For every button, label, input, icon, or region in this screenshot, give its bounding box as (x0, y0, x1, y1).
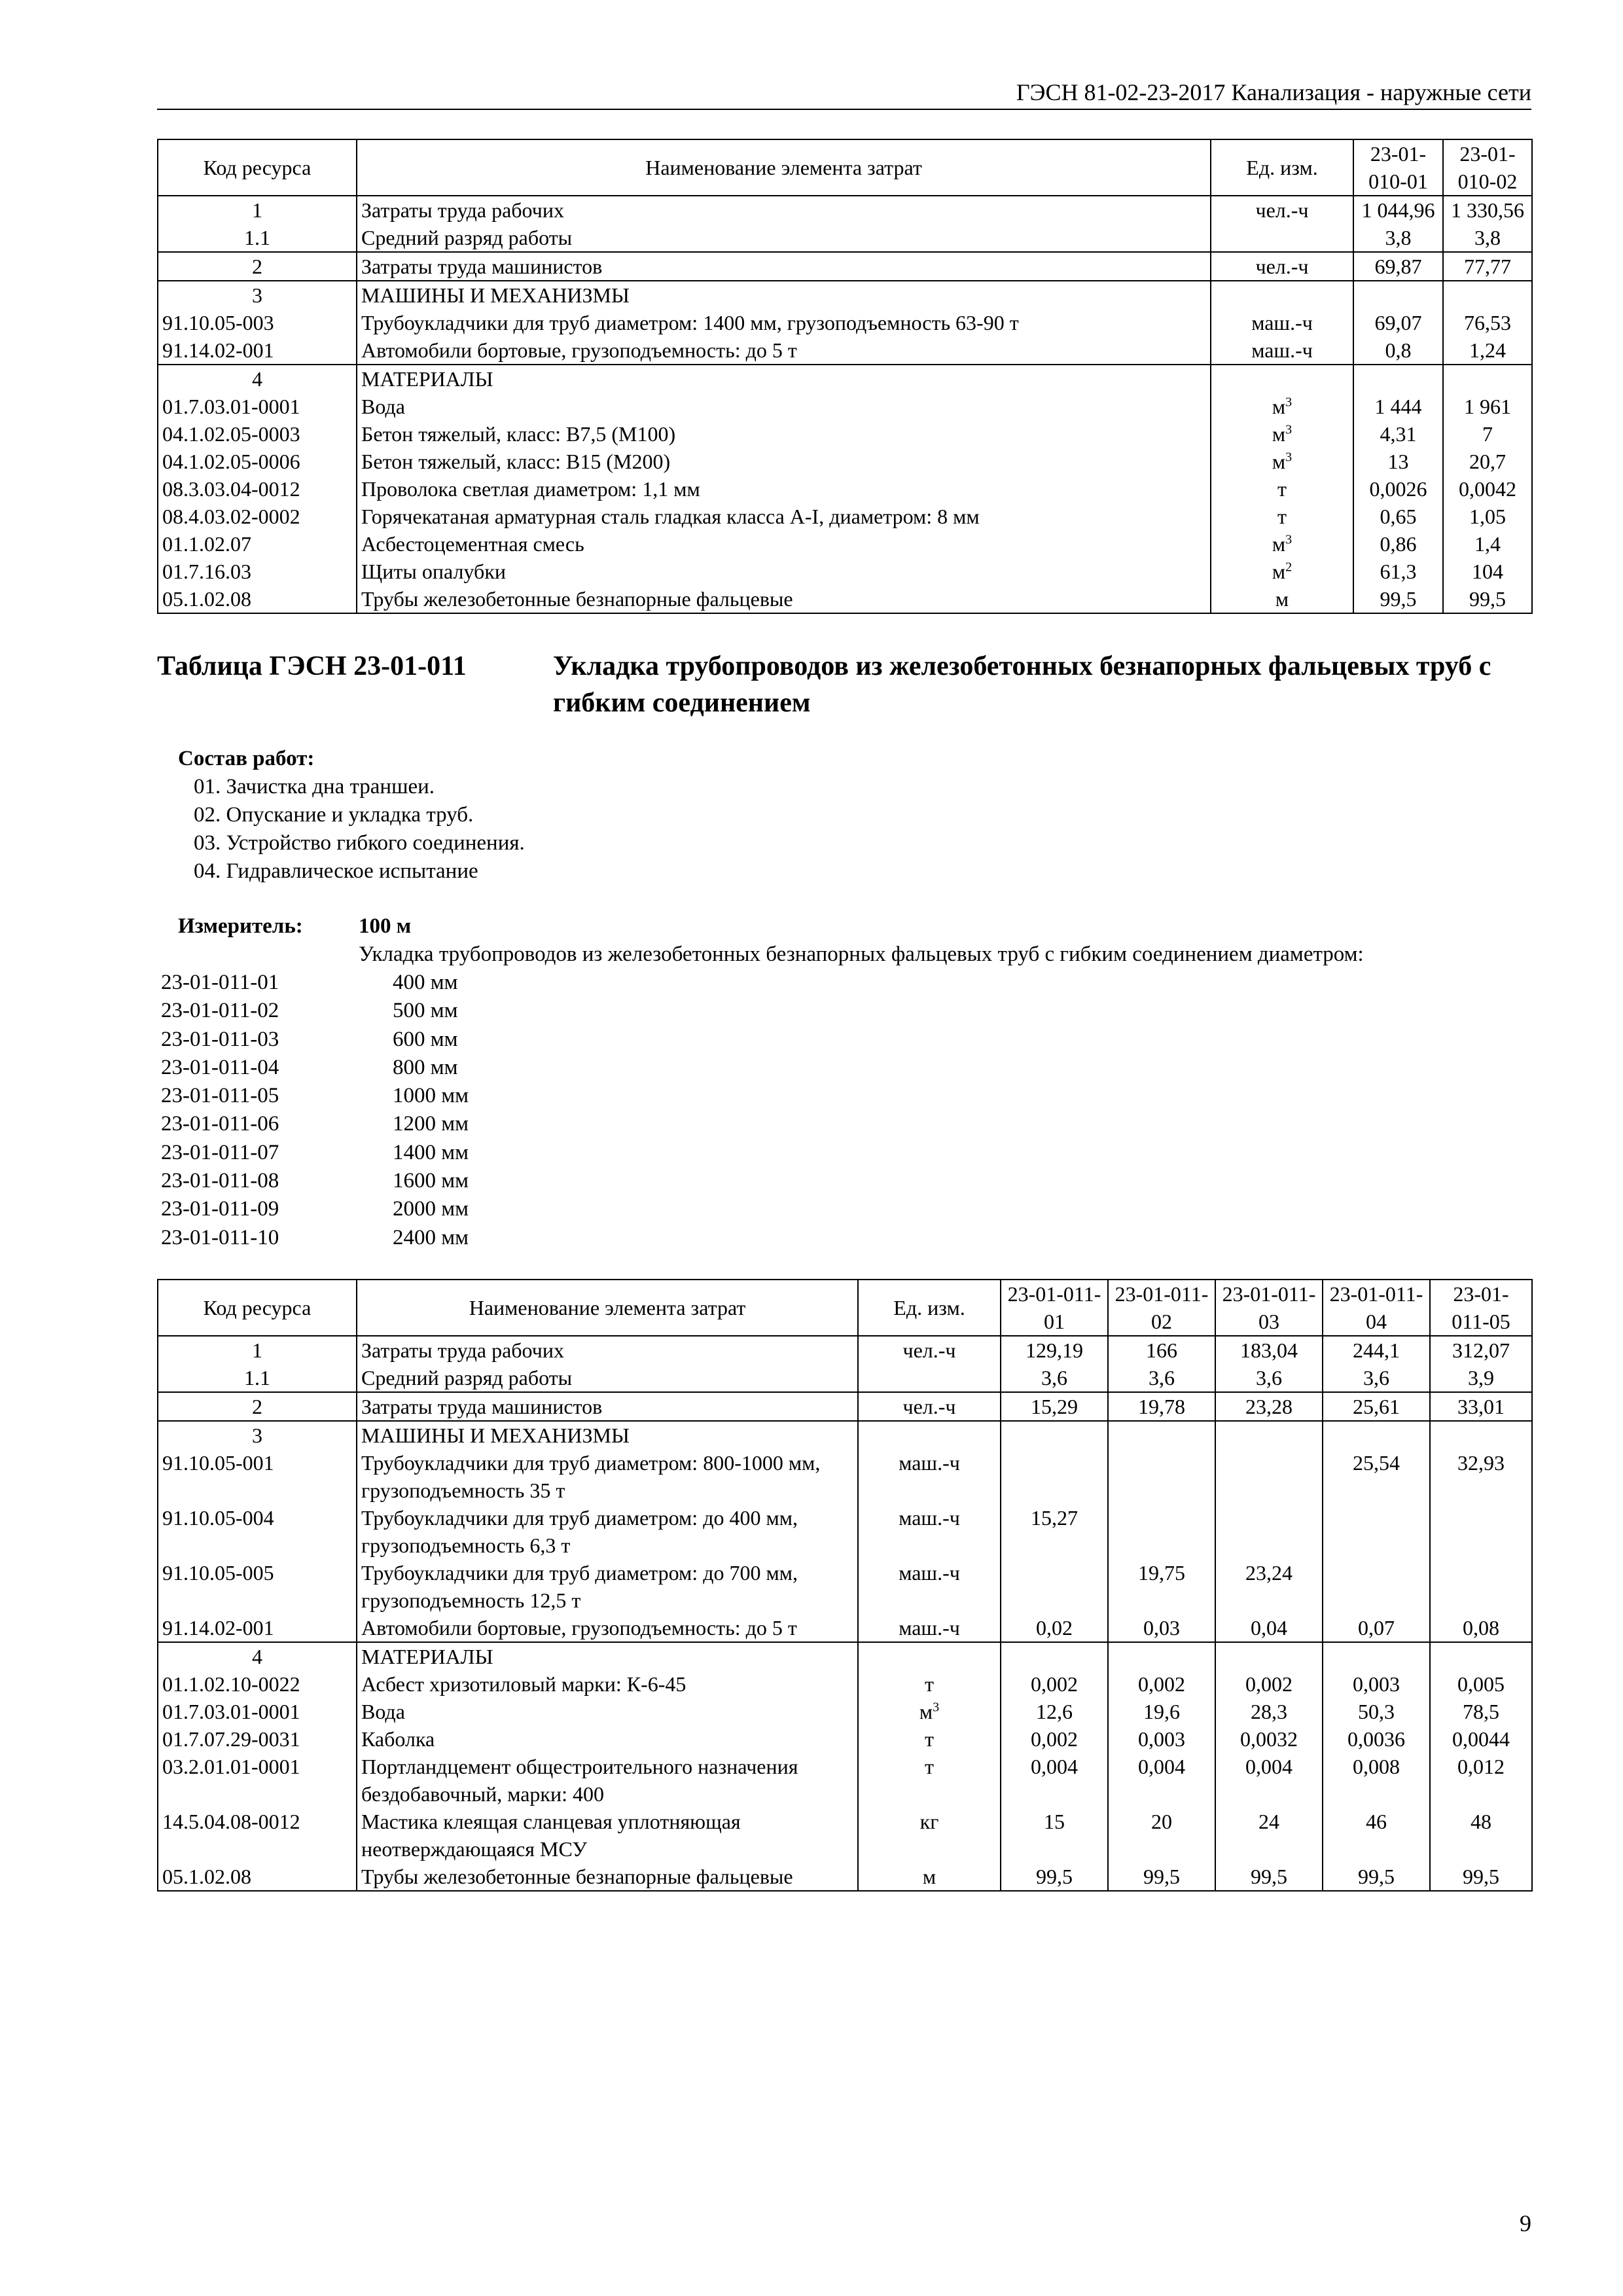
table-row (158, 1364, 1532, 1392)
row-name: Средний разряд работы (357, 1364, 858, 1392)
row-code: 91.14.02-001 (158, 336, 357, 365)
row-value: 99,5 (1108, 1863, 1215, 1891)
row-value: 0,004 (1108, 1753, 1215, 1808)
table-row (158, 585, 1532, 613)
header-name: Наименование элемента затрат (357, 1280, 858, 1336)
item-diameter: 1600 мм (393, 1169, 469, 1193)
row-value: 3,8 (1443, 224, 1532, 252)
row-value: 69,87 (1353, 252, 1443, 281)
row-value: 0,03 (1108, 1614, 1215, 1642)
row-code: 14.5.04.08-0012 (158, 1808, 357, 1863)
row-code: 1 (158, 1336, 357, 1364)
row-value (1323, 1504, 1430, 1559)
row-value: 0,0044 (1430, 1725, 1532, 1753)
row-value: 99,5 (1443, 585, 1532, 613)
row-code: 3 (158, 1421, 357, 1449)
table-section-row (158, 281, 1532, 309)
table-row (158, 475, 1532, 503)
row-value: 0,86 (1353, 530, 1443, 558)
table-row (158, 336, 1532, 365)
item-code: 23-01-011-09 (161, 1197, 279, 1221)
row-unit: $м^2$ (1211, 558, 1353, 585)
row-code: 91.14.02-001 (158, 1614, 357, 1642)
row-code: 03.2.01.01-0001 (158, 1753, 357, 1808)
row-value: 183,04 (1215, 1336, 1323, 1364)
row-value: 24 (1215, 1808, 1323, 1863)
row-value (1215, 1449, 1323, 1504)
item-code: 23-01-011-01 (161, 971, 279, 994)
row-name: Мастика клеящая сланцевая уплотняющая неотверждающаяся МСУ (357, 1808, 858, 1863)
work-item: 04. Гидравлическое испытание (194, 859, 478, 883)
row-value: 3,6 (1323, 1364, 1430, 1392)
row-code: 1 (158, 196, 357, 224)
row-code: 01.7.03.01-0001 (158, 1698, 357, 1725)
header-col-5: 23-01-011-05 (1430, 1280, 1532, 1336)
row-name: Бетон тяжелый, класс: В7,5 (М100) (357, 420, 1211, 448)
row-value: 46 (1323, 1808, 1430, 1863)
row-unit: чел.-ч (1211, 196, 1353, 224)
row-name: Асбестоцементная смесь (357, 530, 1211, 558)
item-code: 23-01-011-02 (161, 999, 279, 1023)
item-diameter: 2000 мм (393, 1197, 469, 1221)
table-row (158, 558, 1532, 585)
work-item: 02. Опускание и укладка труб. (194, 803, 474, 827)
row-value: 3,6 (1001, 1364, 1108, 1392)
row-value: 0,8 (1353, 336, 1443, 365)
row-value: 0,003 (1108, 1725, 1215, 1753)
table-row (158, 1504, 1532, 1559)
header-unit: Ед. изм. (858, 1280, 1001, 1336)
row-value: 0,005 (1430, 1670, 1532, 1698)
resource-table-011 (157, 1279, 1533, 1892)
row-value: 25,54 (1323, 1449, 1430, 1504)
row-name: Трубоукладчики для труб диаметром: до 700 мм, грузоподъемность 12,5 т (357, 1559, 858, 1614)
row-name: Портландцемент общестроительного назначения бездобавочный, марки: 400 (357, 1753, 858, 1808)
row-value: 20,7 (1443, 448, 1532, 475)
row-unit: маш.-ч (858, 1559, 1001, 1614)
row-code: 08.3.03.04-0012 (158, 475, 357, 503)
row-value: 104 (1443, 558, 1532, 585)
row-unit: м (1211, 585, 1353, 613)
row-name: Асбест хризотиловый марки: К-6-45 (357, 1670, 858, 1698)
header-col-2: 23-01-010-02 (1443, 139, 1532, 196)
row-value: 61,3 (1353, 558, 1443, 585)
item-diameter: 1400 мм (393, 1140, 469, 1164)
table-header-row (158, 139, 1532, 196)
row-code: 91.10.05-005 (158, 1559, 357, 1614)
item-diameter: 2400 мм (393, 1225, 469, 1249)
row-unit (1211, 224, 1353, 252)
row-name: Трубоукладчики для труб диаметром: до 400 мм, грузоподъемность 6,3 т (357, 1504, 858, 1559)
row-value: 50,3 (1323, 1698, 1430, 1725)
row-name: Автомобили бортовые, грузоподъемность: до 5 т (357, 336, 1211, 365)
row-code: 91.10.05-001 (158, 1449, 357, 1504)
row-value: 99,5 (1215, 1863, 1323, 1891)
row-code: 05.1.02.08 (158, 1863, 357, 1891)
row-value (1430, 1559, 1532, 1614)
table-code: Таблица ГЭСН 23-01-011 (157, 651, 467, 681)
row-value: 15 (1001, 1808, 1108, 1863)
item-code: 23-01-011-03 (161, 1027, 279, 1051)
row-value: 32,93 (1430, 1449, 1532, 1504)
row-value: 77,77 (1443, 252, 1532, 281)
row-value: 312,07 (1430, 1336, 1532, 1364)
row-name: Вода (357, 393, 1211, 420)
row-value: 23,24 (1215, 1559, 1323, 1614)
row-value: 99,5 (1323, 1863, 1430, 1891)
row-name: Горячекатаная арматурная сталь гладкая класса А-I, диаметром: 8 мм (357, 503, 1211, 530)
resource-table-010 (157, 139, 1533, 614)
row-code: 04.1.02.05-0003 (158, 420, 357, 448)
meter-value: 100 м (359, 914, 412, 938)
row-code: 3 (158, 281, 357, 309)
row-value: 28,3 (1215, 1698, 1323, 1725)
row-value: 1 044,96 (1353, 196, 1443, 224)
item-code: 23-01-011-04 (161, 1055, 279, 1079)
section-title: МАШИНЫ И МЕХАНИЗМЫ (357, 1421, 858, 1449)
row-name: Щиты опалубки (357, 558, 1211, 585)
row-value: 1 330,56 (1443, 196, 1532, 224)
row-value: 0,002 (1108, 1670, 1215, 1698)
row-value: 0,0042 (1443, 475, 1532, 503)
item-diameter: 500 мм (393, 999, 458, 1023)
item-code: 23-01-011-07 (161, 1140, 279, 1164)
table-row (158, 1725, 1532, 1753)
row-name: Трубы железобетонные безнапорные фальцевые (357, 1863, 858, 1891)
row-unit: т (1211, 503, 1353, 530)
table-row (158, 1449, 1532, 1504)
row-name: Каболка (357, 1725, 858, 1753)
header-col-1: 23-01-010-01 (1353, 139, 1443, 196)
row-code: 1.1 (158, 224, 357, 252)
item-code: 23-01-011-10 (161, 1225, 279, 1249)
row-value: 33,01 (1430, 1392, 1532, 1421)
row-name: Трубы железобетонные безнапорные фальцевые (357, 585, 1211, 613)
row-value: 3,6 (1108, 1364, 1215, 1392)
row-unit: маш.-ч (1211, 309, 1353, 336)
row-value: 99,5 (1001, 1863, 1108, 1891)
row-value: 0,002 (1215, 1670, 1323, 1698)
item-diameter: 600 мм (393, 1027, 458, 1051)
table-row (158, 309, 1532, 336)
row-value: 12,6 (1001, 1698, 1108, 1725)
row-value: 0,0026 (1353, 475, 1443, 503)
row-unit: маш.-ч (858, 1614, 1001, 1642)
section-title: МАШИНЫ И МЕХАНИЗМЫ (357, 281, 1211, 309)
row-value: 78,5 (1430, 1698, 1532, 1725)
row-code: 04.1.02.05-0006 (158, 448, 357, 475)
header-col-3: 23-01-011-03 (1215, 1280, 1323, 1336)
header-name: Наименование элемента затрат (357, 139, 1211, 196)
row-value: 1,4 (1443, 530, 1532, 558)
row-unit (858, 1364, 1001, 1392)
row-value: 0,003 (1323, 1670, 1430, 1698)
table-row (158, 420, 1532, 448)
table-row (158, 196, 1532, 224)
row-code: 01.1.02.07 (158, 530, 357, 558)
row-unit: чел.-ч (858, 1392, 1001, 1421)
row-unit: $м^3$ (1211, 448, 1353, 475)
row-value: 19,6 (1108, 1698, 1215, 1725)
meter-label: Измеритель: (178, 914, 303, 938)
row-value: 3,9 (1430, 1364, 1532, 1392)
row-value: 1 961 (1443, 393, 1532, 420)
items-intro: Укладка трубопроводов из железобетонных безнапорных фальцевых труб с гибким соединением диаметром: (359, 942, 1364, 966)
table-row (158, 224, 1532, 252)
row-unit: чел.-ч (1211, 252, 1353, 281)
header-col-4: 23-01-011-04 (1323, 1280, 1430, 1336)
row-value: 99,5 (1353, 585, 1443, 613)
item-diameter: 400 мм (393, 971, 458, 994)
row-unit: т (858, 1725, 1001, 1753)
table-row (158, 1753, 1532, 1808)
row-value: 0,002 (1001, 1725, 1108, 1753)
row-unit: $м^3$ (858, 1698, 1001, 1725)
row-value (1108, 1504, 1215, 1559)
row-value (1430, 1504, 1532, 1559)
row-code: 2 (158, 1392, 357, 1421)
row-value: 0,004 (1001, 1753, 1108, 1808)
page-number: 9 (1520, 2210, 1531, 2236)
row-value: 19,75 (1108, 1559, 1215, 1614)
row-unit: т (1211, 475, 1353, 503)
row-value: 0,04 (1215, 1614, 1323, 1642)
row-unit: маш.-ч (858, 1504, 1001, 1559)
table-row (158, 1863, 1532, 1891)
row-unit: $м^3$ (1211, 393, 1353, 420)
row-code: 01.1.02.10-0022 (158, 1670, 357, 1698)
row-value: 76,53 (1443, 309, 1532, 336)
row-code: 4 (158, 365, 357, 393)
table-section-row (158, 1421, 1532, 1449)
table-section-row (158, 365, 1532, 393)
header-code: Код ресурса (158, 1280, 357, 1336)
table-row (158, 252, 1532, 281)
row-value: 13 (1353, 448, 1443, 475)
item-diameter: 1200 мм (393, 1112, 469, 1136)
running-header: ГЭСН 81-02-23-2017 Канализация - наружные сети (1016, 79, 1531, 105)
section-title: МАТЕРИАЛЫ (357, 1642, 858, 1670)
row-value: 0,002 (1001, 1670, 1108, 1698)
table-row (158, 1698, 1532, 1725)
row-value: 129,19 (1001, 1336, 1108, 1364)
row-code: 91.10.05-003 (158, 309, 357, 336)
row-code: 4 (158, 1642, 357, 1670)
row-name: Бетон тяжелый, класс: В15 (М200) (357, 448, 1211, 475)
row-name: Проволока светлая диаметром: 1,1 мм (357, 475, 1211, 503)
row-value: 244,1 (1323, 1336, 1430, 1364)
row-value: 7 (1443, 420, 1532, 448)
row-code: 91.10.05-004 (158, 1504, 357, 1559)
table-row (158, 1392, 1532, 1421)
header-rule (157, 109, 1531, 110)
row-unit: маш.-ч (1211, 336, 1353, 365)
row-value: 3,8 (1353, 224, 1443, 252)
work-item: 03. Устройство гибкого соединения. (194, 831, 525, 855)
row-value: 48 (1430, 1808, 1532, 1863)
row-unit: $м^3$ (1211, 420, 1353, 448)
row-value: 0,02 (1001, 1614, 1108, 1642)
row-value: 4,31 (1353, 420, 1443, 448)
row-value: 0,004 (1215, 1753, 1323, 1808)
row-name: Затраты труда рабочих (357, 196, 1211, 224)
work-item: 01. Зачистка дна траншеи. (194, 775, 435, 798)
row-name: Средний разряд работы (357, 224, 1211, 252)
table-row (158, 530, 1532, 558)
header-code: Код ресурса (158, 139, 357, 196)
row-value: 15,27 (1001, 1504, 1108, 1559)
header-unit: Ед. изм. (1211, 139, 1353, 196)
item-code: 23-01-011-08 (161, 1169, 279, 1193)
row-value: 0,08 (1430, 1614, 1532, 1642)
row-unit: т (858, 1670, 1001, 1698)
item-code: 23-01-011-05 (161, 1084, 279, 1108)
row-value (1108, 1449, 1215, 1504)
row-value: 19,78 (1108, 1392, 1215, 1421)
row-value (1215, 1504, 1323, 1559)
row-name: Автомобили бортовые, грузоподъемность: до 5 т (357, 1614, 858, 1642)
row-name: Затраты труда машинистов (357, 252, 1211, 281)
row-unit: чел.-ч (858, 1336, 1001, 1364)
table-row (158, 1670, 1532, 1698)
row-value: 69,07 (1353, 309, 1443, 336)
section-title: МАТЕРИАЛЫ (357, 365, 1211, 393)
row-name: Трубоукладчики для труб диаметром: 1400 мм, грузоподъемность 63-90 т (357, 309, 1211, 336)
table-row (158, 1614, 1532, 1642)
row-value: 166 (1108, 1336, 1215, 1364)
row-value (1001, 1559, 1108, 1614)
row-value: 0,012 (1430, 1753, 1532, 1808)
row-value: 20 (1108, 1808, 1215, 1863)
work-label: Состав работ: (178, 747, 315, 770)
table-row (158, 1336, 1532, 1364)
row-value: 0,65 (1353, 503, 1443, 530)
row-value: 1 444 (1353, 393, 1443, 420)
row-unit: м (858, 1863, 1001, 1891)
table-section-row (158, 1642, 1532, 1670)
row-value: 0,07 (1323, 1614, 1430, 1642)
row-unit: $м^3$ (1211, 530, 1353, 558)
row-unit: т (858, 1753, 1001, 1808)
row-value: 0,0032 (1215, 1725, 1323, 1753)
row-value: 0,0036 (1323, 1725, 1430, 1753)
row-name: Трубоукладчики для труб диаметром: 800-1000 мм, грузоподъемность 35 т (357, 1449, 858, 1504)
header-col-2: 23-01-011-02 (1108, 1280, 1215, 1336)
table-row (158, 448, 1532, 475)
table-row (158, 1808, 1532, 1863)
table-row (158, 393, 1532, 420)
row-name: Затраты труда машинистов (357, 1392, 858, 1421)
table-header-row (158, 1280, 1532, 1336)
row-name: Вода (357, 1698, 858, 1725)
header-col-1: 23-01-011-01 (1001, 1280, 1108, 1336)
table-title: Укладка трубопроводов из железобетонных безнапорных фальцевых труб с гибким соединением (553, 651, 1491, 718)
row-value (1001, 1449, 1108, 1504)
row-value: 99,5 (1430, 1863, 1532, 1891)
row-value: 1,24 (1443, 336, 1532, 365)
row-name: Затраты труда рабочих (357, 1336, 858, 1364)
work-composition (178, 745, 525, 886)
item-code: 23-01-011-06 (161, 1112, 279, 1136)
row-code: 01.7.16.03 (158, 558, 357, 585)
row-code: 05.1.02.08 (158, 585, 357, 613)
item-diameter: 1000 мм (393, 1084, 469, 1108)
row-code: 01.7.03.01-0001 (158, 393, 357, 420)
row-code: 2 (158, 252, 357, 281)
row-value: 25,61 (1323, 1392, 1430, 1421)
row-code: 1.1 (158, 1364, 357, 1392)
table-row (158, 1559, 1532, 1614)
table-row (158, 503, 1532, 530)
row-unit: кг (858, 1808, 1001, 1863)
row-value: 23,28 (1215, 1392, 1323, 1421)
row-value (1323, 1559, 1430, 1614)
row-code: 08.4.03.02-0002 (158, 503, 357, 530)
row-value: 1,05 (1443, 503, 1532, 530)
row-unit: маш.-ч (858, 1449, 1001, 1504)
row-value: 0,008 (1323, 1753, 1430, 1808)
row-code: 01.7.07.29-0031 (158, 1725, 357, 1753)
item-diameter: 800 мм (393, 1055, 458, 1079)
row-value: 3,6 (1215, 1364, 1323, 1392)
row-value: 15,29 (1001, 1392, 1108, 1421)
